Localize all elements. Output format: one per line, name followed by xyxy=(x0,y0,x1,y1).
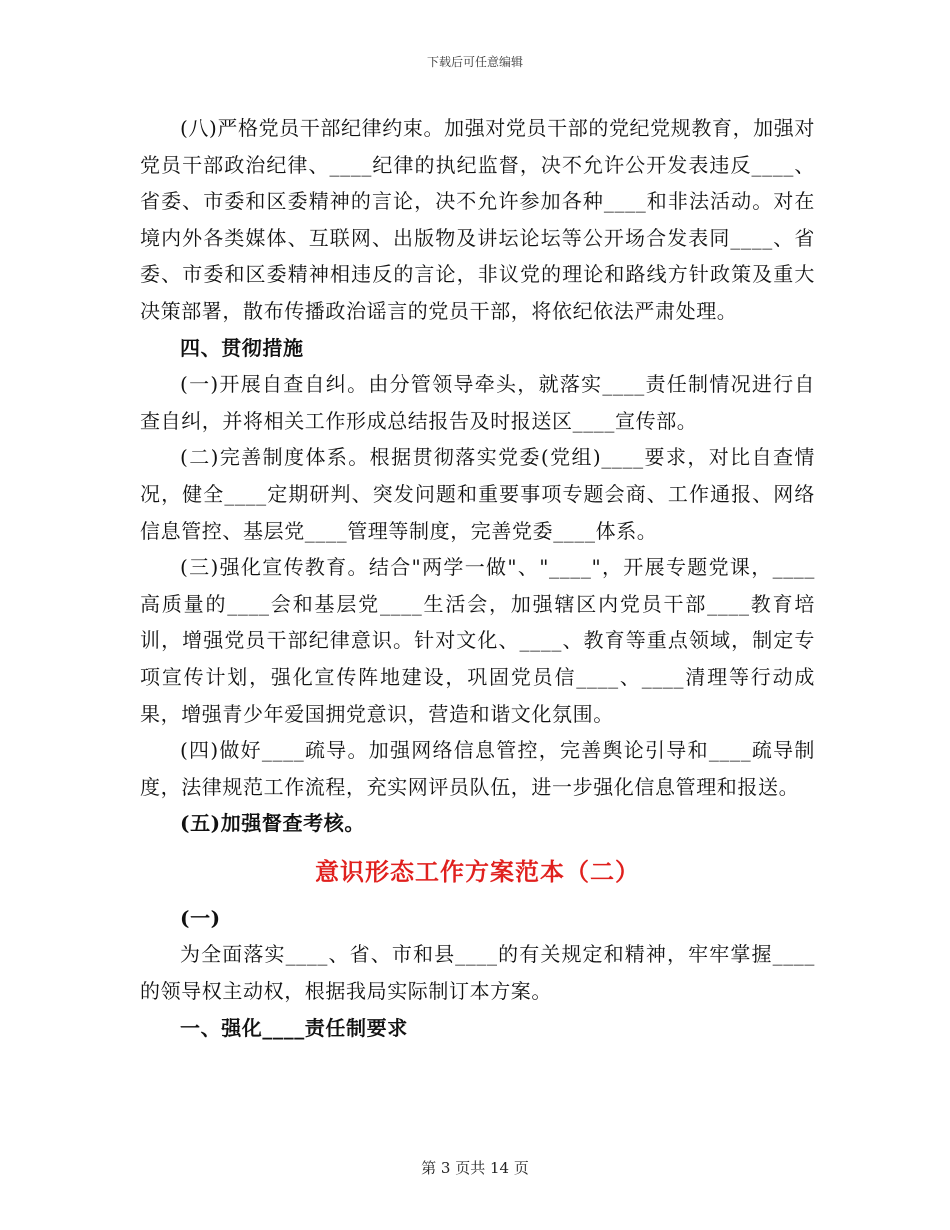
paragraph-discipline: (八)严格党员干部纪律约束。加强对党员干部的党纪党规教育，加强对党员干部政治纪律、____纪律的执纪监督，决不允许公开发表违反____、省委、市委和区委精神的言论，决不允许参加各种____和非法活动。对在境内外各类媒体、互联网、出版物及讲坛论坛等公开场合发表同____、省委、市委和区委精神相违反的言论，非议党的理论和路线方针政策及重大决策部署，散布传播政治谣言的党员干部，将依纪依法严肃处理。 xyxy=(140,116,815,323)
heading-implementation-measures: 四、贯彻措施 xyxy=(180,335,304,360)
page-header-note: 下载后可任意编辑 xyxy=(426,55,523,69)
paragraph-intro: 为全面落实____、省、市和县____的有关规定和精神，牢牢掌握____的领导权主动权，根据我局实际制订本方案。 xyxy=(140,942,815,1004)
heading-responsibility: 一、强化____责任制要求 xyxy=(180,1015,408,1040)
paragraph-guidance: (四)做好____疏导。加强网络信息管控，完善舆论引导和____疏导制度，法律规范工作流程，充实网评员队伍，进一步强化信息管理和报送。 xyxy=(140,738,815,799)
section-title: 意识形态工作方案范本（二） xyxy=(315,856,640,886)
heading-supervision: (五)加强督查考核。 xyxy=(180,811,365,836)
paragraph-education: (三)强化宣传教育。结合"两学一做"、"____"，开展专题党课，____高质量的____会和基层党____生活会，加强辖区内党员干部____教育培训，增强党员干部纪律意识。针对文化、____、教育等重点领域，制定专项宣传计划，强化宣传阵地建设，巩固党员信____、____清理等行动成果，增强青少年爱国拥党意识，营造和谐文化氛围。 xyxy=(140,555,815,726)
document-body xyxy=(140,110,815,1046)
paragraph-system: (二)完善制度体系。根据贯彻落实党委(党组)____要求，对比自查情况，健全____定期研判、突发问题和重要事项专题会商、工作通报、网络信息管控、基层党____管理等制度，完善党委____体系。 xyxy=(140,445,815,543)
heading-part-one: (一) xyxy=(180,905,221,930)
paragraph-self-check: (一)开展自查自纠。由分管领导牵头，就落实____责任制情况进行自查自纠，并将相关工作形成总结报告及时报送区____宣传部。 xyxy=(140,372,815,433)
page-footer: 第 3 页共 14 页 xyxy=(421,1159,529,1177)
